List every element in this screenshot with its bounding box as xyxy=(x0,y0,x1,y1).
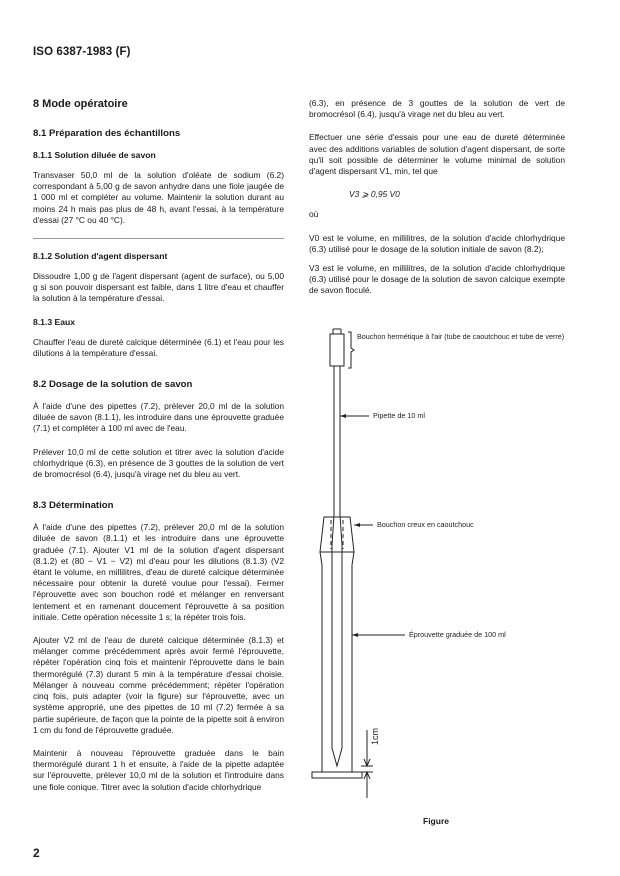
running-header: ISO 6387-1983 (F) xyxy=(33,46,131,58)
section-8-3-title: 8.3 Détermination xyxy=(33,500,114,512)
label-pipette: Pipette de 10 ml xyxy=(373,411,425,420)
section-8-1-1-text: Transvaser 50,0 ml de la solution d'oléate de sodium (6.2) correspondant à 5,00 g de savon anhydre dans une fiole jaugée de 1 000 ml et compléter au volume. Maintenir la solution durant au moins 24 h mais pas plus de 48 h, avant l'essai, à la température d'essai (27 °C ou 40 °C). xyxy=(33,170,284,225)
divider xyxy=(33,238,284,239)
section-8-1-2-text: Dissoudre 1,00 g de l'agent dispersant (agent de surface), ou 5,00 g si son pouvoir dispersant est faible, dans 1 litre d'eau et chauffer la solution à la température d'essai. xyxy=(33,271,284,304)
section-8-2-paragraph-1: À l'aide d'une des pipettes (7.2), prélever 20,0 ml de la solution diluée de savon (8.1.1), les introduire dans une éprouvette graduée (7.1) et compléter à 100 ml avec de l'eau. xyxy=(33,401,284,434)
series-text: Effectuer une série d'essais pour une eau de dureté déterminée avec des additions variables de solution d'agent dispersant, de sorte qu'il soit possible de déterminer le volume minimal de solution d'agent dispersant V1, min, tel que xyxy=(309,132,565,177)
page-number: 2 xyxy=(33,846,40,860)
section-8-1-3-title: 8.1.3 Eaux xyxy=(33,316,76,327)
label-graduated-cylinder: Éprouvette graduée de 100 ml xyxy=(409,630,506,639)
label-hermetic-plug: Bouchon hermétique à l'air (tube de caoutchouc et tube de verre) xyxy=(357,332,565,341)
definition-v3: V3 est le volume, en millilitres, de la solution d'acide chlorhydrique (6.3) utilisé pour le dosage de la solution de savon calcique exempte de savon floculé. xyxy=(309,263,565,296)
hermetic-plug-shape xyxy=(330,334,344,366)
section-8-1-2-title: 8.1.2 Solution d'agent dispersant xyxy=(33,251,168,262)
section-8-1-3-text: Chauffer l'eau de dureté calcique déterminée (6.1) et l'eau pour les dilutions à la température d'essai. xyxy=(33,336,284,358)
formula: V3 ⩾ 0,95 V0 xyxy=(349,189,400,200)
section-8-1-title: 8.1 Préparation des échantillons xyxy=(33,128,181,139)
apparatus-drawing xyxy=(309,320,599,820)
section-8-2-title: 8.2 Dosage de la solution de savon xyxy=(33,379,193,391)
left-column xyxy=(33,98,284,805)
right-column xyxy=(309,98,565,305)
where-word: où xyxy=(309,209,319,220)
section-8-1-1-title: 8.1.1 Solution diluée de savon xyxy=(33,150,156,160)
section-8-2-paragraph-2: Prélever 10,0 ml de cette solution et titrer avec la solution d'acide chlorhydrique (6.3), en présence de 3 gouttes de la solution de vert de bromocrésol (6.4), jusqu'à virage net du bleu au vert. xyxy=(33,446,284,480)
section-8-3-paragraph-3: Maintenir à nouveau l'éprouvette graduée dans le bain thermorégulé durant 1 h et ensuite, à l'aide de la pipette adaptée sur l'éprouvette, prélever 10,0 ml de la solution et l'introduire dans une fiole conique. Titrer avec la solution d'acide chlorhydrique xyxy=(33,747,284,792)
pipette-tip xyxy=(332,580,342,766)
cylinder-right-wall xyxy=(352,552,354,772)
section-8-title: 8 Mode opératoire xyxy=(33,98,128,110)
definition-v0: V0 est le volume, en millilitres, de la solution d'acide chlorhydrique (6.3) utilisé pour le dosage de la solution initiale de savon (8.2); xyxy=(309,232,565,254)
section-8-3-paragraph-1: À l'aide d'une des pipettes (7.2), prélever 20,0 ml de la solution diluée de savon (8.1.1) et les introduire dans une éprouvette graduée (7.1). Ajouter V1 ml de la solution d'agent dispersant (8.1.2) et (80 − V1 − V2) ml d'eau pour les dilutions (8.1.3) (V2 étant le volume, en millilitres, d'eau de dureté calcique déterminée nécessaire pour obtenir la dureté voulue pour l'essai). Fermer l'éprouvette avec son bouchon rodé et mélanger en renversant lentement et en ramenant doucement l'éprouvette à sa position initiale. Cette opération nécessite 1 s; la répéter trois fois. xyxy=(33,522,284,622)
figure-caption: Figure xyxy=(423,816,449,826)
cylinder-left-wall xyxy=(320,552,322,772)
cylinder-base xyxy=(312,772,362,778)
label-hollow-plug: Bouchon creux en caoutchouc xyxy=(377,520,474,529)
apparatus-figure xyxy=(309,320,599,820)
continued-text: (6.3), en présence de 3 gouttes de la solution de vert de bromocrésol (6.4), jusqu'à virage net du bleu au vert. xyxy=(309,98,565,120)
dimension-label: 1cm xyxy=(370,727,380,745)
hollow-rubber-plug-shape xyxy=(320,517,354,552)
section-8-3-paragraph-2: Ajouter V2 ml de l'eau de dureté calcique déterminée (8.1.3) et mélanger comme précédemment après avoir fermé l'éprouvette, répéter l'opération cinq fois et maintenir l'éprouvette dans le bain thermorégulé (7.3) durant 5 min à la température d'essai choisie. Mélanger à nouveau comme précédemment; répéter l'opération cinq fois, puis adapter (voir la figure) sur l'éprouvette, avec un système approprié, une des pipettes de 10 ml (7.2) fermée à sa partie supérieure, de façon que la pointe de la pipette soit à environ 1 cm du fond de l'éprouvette graduée. xyxy=(33,635,284,735)
